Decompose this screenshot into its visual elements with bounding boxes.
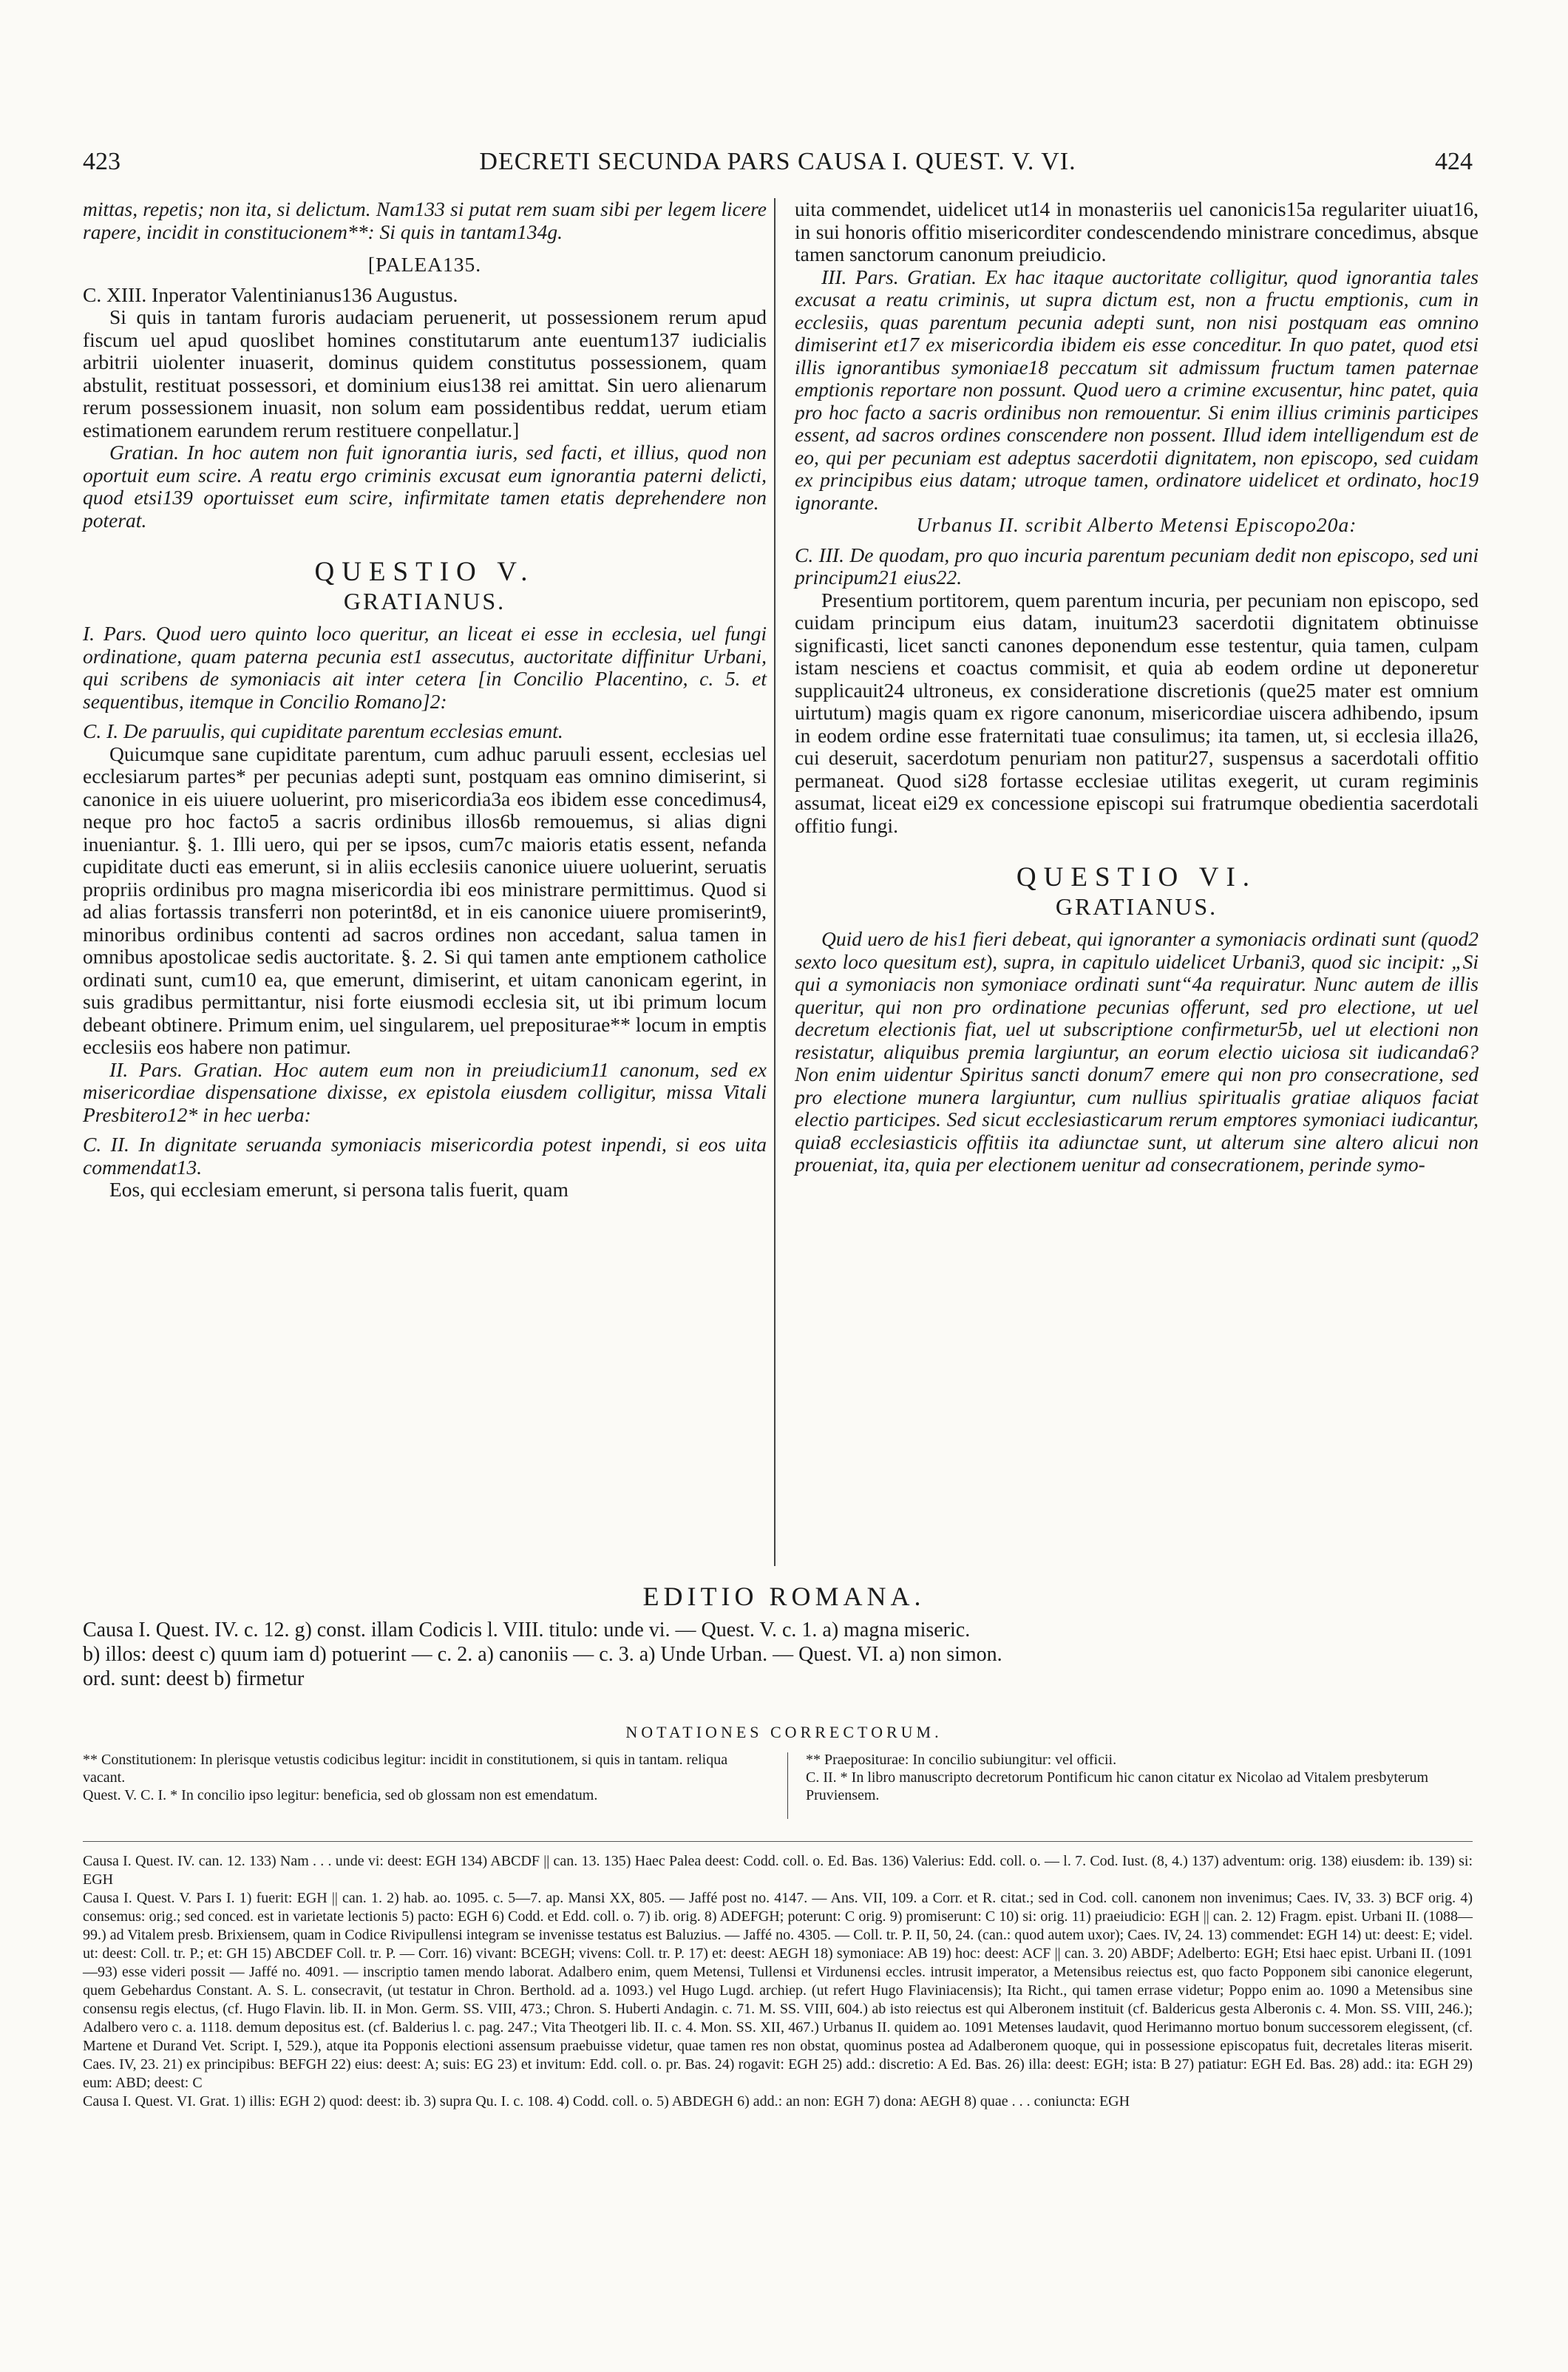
variant-paragraph: Causa I. Quest. V. Pars I. 1) fuerit: EGH || can. 1. 2) hab. ao. 1095. c. 5—7. ap. Mansi XX, 805. — Jaffé post no. 4147. — Ans. VII, 109. a Corr. et R. citat.; sed in Cod. coll. canonem non invenimus; Caes. IV, 33. 3) BCF orig. 4) consemus: orig.; sed conced. est in varietate lectionis 5) pacto: EGH 6) Codd. et Edd. coll. o. 7) ib. orig. 8) ADEFGH; poterunt: C orig. 9) promiserunt: C 10) si: orig. 11) praeiudicio: EGH || can. 2. 12) Fragm. epist. Urbani II. (1088—99.) ad Vitalem presb. Brixiensem, quam in Codice Rivipullensi integram se invenisse testatus est Baluzius. — Jaffé no. 4305. — Coll. tr. P. II, 50, 24. (can.: quod autem uxor); Caes. IV, 24. 13) commendet: EGH 14) ut: deest: E; videl. ut: deest: Coll. tr. P.; et: GH 15) ABCDEF Coll. tr. P. — Corr. 16) vivant: BCEGH; vivens: Coll. tr. P. 17) et: deest: AEGH 18) symoniace: AB 19) hoc: deest: ACF || can. 3. 20) ABDF; Adelberto: EGH; Etsi haec epist. Urbani II. (1091—93) esse videri possit — Jaffé no. 4091. — inscriptio tamen mendo laborat. Adalbero enim, quem Metensi, Tullensi et Virdunensi eccles. intrusit imperator, a Metensibus reiectus est, quo facto Popponem sibi canonice elegerunt, quem Gebehardus Constant. A. S. L. consecravit, (ut testatur in Chron. Berthold. ad a. 1093.) vel Hugo Lugd. archiep. (ut refert Hugo Flaviniacensis); Ita Richt., qui tamen errase videtur; Poppo enim ao. 1090 a Metensibus sine consensu regis electus, (cf. Hugo Flavin. lib. II. in Mon. Germ. SS. VIII, 473.; Chron. S. Huberti Andagin. c. 71. M. SS. VIII, 604.) ab isto reiectus est qui Alberonem instituit (cf. Balderiсus gesta Alberonis c. 4. Mon. SS. VIII, 246.); Adalbero vero c. a. 1118. demum depositus est. (cf. Balderius l. c. pag. 247.; Vita Theotgeri lib. II. c. 4. Mon. SS. XII, 467.) Urbanus II. quidem ao. 1091 Metenses laudavit, quod Herimanno mortuo bonum successorem elegissent, (cf. Martene et Durand Vet. Script. I, 529.), atque ita Popponis electioni assensum praebuisse videtur, quae tamen res non obstat, quominus postea ad Adalberonem quoque, qui in possessione episcopatus fuit, decretales literas miserit. Caes. IV, 23. 21) ex principibus: BEFGH 22) eius: deest: A; suis: EG 23) et invitum: Edd. coll. o. pr. Bas. 24) rogavit: EGH 25) add.: discretio: A Ed. Bas. 26) illa: deest: EGH; ista: B 27) patiatur: EGH Ed. Bas. 28) add.: ita: EGH 29) eum: ABD; deest: C: [83, 1890, 1473, 2091]
editio-romana-title: EDITIO ROMANA.: [642, 1582, 926, 1611]
editio-line: b) illos: deest c) quum iam d) potuerint — c. 2. a) canoniis — c. 3. a) Unde Urban. — Quest. VI. a) non simon.: [83, 1643, 1002, 1666]
chapter-heading: C. I. De paruulis, qui cupiditate parentum ecclesias emunt.: [83, 719, 563, 742]
left-paragraph: I. Pars. Quod uero quinto loco queritur, an liceat ei esse in ecclesia, uel fungi ordinatione, quam paterna pecunia est1 assecutus, auctoritate diffinitur Urbani, qui scribens de symoniacis ait inter cetera [in Concilio Placentino, c. 5. et sequentibus, itemque in Concilio Romano]2:: [83, 622, 767, 713]
notationes-left: [83, 1751, 759, 1804]
variant-paragraph: Causa I. Quest. IV. can. 12. 133) Nam . . . unde vi: deest: EGH 134) ABCDF || can. 13. 135) Haec Palea deest: Codd. coll. o. Ed. Bas. 136) Valerius: Edd. coll. o. — l. 7. Cod. Iust. (8, 4.) 137) adventum: orig. 138) eiusdem: ib. 139) si: EGH: [83, 1853, 1473, 1888]
right-paragraph: Quid uero de his1 fieri debeat, qui ignoranter a symoniacis ordinati sunt (quod2 sexto loco quesitum est), supra, in capitulo uidelicet Urbani3, quod sic incipit: „Si qui a symoniacis non symoniace ordinati sunt“4a requiratur. Nunc autem de illis queritur, qui non pro ordinatione pecunias offerunt, sed pro electione, ut uel decretum electionis fiat, uel ut subscriptione confirmetur5b, uel ut electioni non resistatur, aliquibus premia largiuntur, an eorum electio uiciosa sit iudicanda6? Non enim uidentur Spiritus sancti donum7 emere qui non pro consecratione, sed pro electione munera largiuntur, cum nullius spiritualis gratiae aliquos faciat electio participes. Sed sicut ecclesiasticarum rerum emptores symoniaci iudicantur, quia8 ecclesiasticis offitiis ita adiunctae sunt, ut alterum sine altero alicui non proueniat, ita, quia per electionem uenitur ad consecrationem, perinde symo-: [795, 927, 1479, 1176]
variant-readings: [83, 1852, 1473, 2111]
editio-line: Causa I. Quest. IV. c. 12. g) const. illam Codicis l. VIII. titulo: unde vi. — Quest. V. c. 1. a) magna miseric.: [83, 1619, 971, 1641]
gratianus-heading: GRATIANUS.: [343, 587, 506, 614]
editio-line: ord. sunt: deest b) firmetur: [83, 1667, 305, 1690]
notatio: Quest. V. C. I. * In concilio ipso legitur: beneficia, sed ob glossam non est emendatum.: [83, 1787, 598, 1803]
notatio: C. II. * In libro manuscripto decretorum Pontificum hic canon citatur ex Nicolao ad Vitalem presbyterum Pruviensem.: [806, 1769, 1429, 1803]
page-number-left: 423: [83, 148, 121, 175]
chapter-heading: C. XIII. Inperator Valentinianus136 Augustus.: [83, 282, 458, 306]
running-title: DECRETI SECUNDA PARS CAUSA I. QUEST. V. VI.: [479, 148, 1076, 175]
question-title: QUESTIO V.: [314, 557, 535, 587]
question-title: QUESTIO VI.: [1016, 862, 1258, 892]
gratianus-heading: GRATIANUS.: [1055, 892, 1218, 920]
notatio: ** Praepositurae: In concilio subiungitur: vel officii.: [806, 1752, 1117, 1768]
notationes-divider: [787, 1752, 788, 1819]
right-paragraph: III. Pars. Gratian. Ex hac itaque auctoritate colligitur, quod ignorantia tales excusat a reatu criminis, ut supra dictum est, non a fructu emptionis, cum in ecclesiis, quas parentum pecunia adepti sunt, non nisi postquam eas omnino dimiserint et17 ex misericordia ibidem eis esse conceditur. In quo patet, quod etsi illis ignorantibus symoniae18 peccatum sit admissum fructum tamen paternae emptionis reportare non possunt. Quod uero a crimine excusentur, hinc patet, quia pro hoc facto a sacris ordinibus non remouentur. Si enim illius criminis participes essent, ad sacros ordines conscendere non possent. Illud idem intelligendum est de eo, qui per pecuniam est adeptus sacerdotii dignitatem, non episcopo, sed cuidam ex principibus eius datam; utroque tamen, ordinatore uidelicet et ordinato, hoc19 ignorante.: [795, 265, 1479, 514]
inscription: Urbanus II. scribit Alberto Metensi Episcopo20a:: [916, 513, 1357, 536]
chapter-heading: C. III. De quodam, pro quo incuria parentum pecuniam dedit non episcopo, sed uni principum21 eius22.: [795, 543, 1479, 589]
notationes-title: NOTATIONES CORRECTORUM.: [625, 1723, 943, 1741]
notationes-right: [806, 1751, 1482, 1804]
page-number-right: 424: [1435, 148, 1473, 175]
right-paragraph: uita commendet, uidelicet ut14 in monasteriis uel canonicis15a regulariter uiuat16, in sui honoris offitio misericorditer condescendendo ministrare concedimus, absque tamen sanctorum canonum preiudicio.: [795, 197, 1479, 265]
variant-paragraph: Causa I. Quest. VI. Grat. 1) illis: EGH 2) quod: deest: ib. 3) supra Qu. I. c. 108. 4) Codd. coll. o. 5) ABDEGH 6) add.: an non: EGH 7) dona: AEGH 8) quae . . . coniuncta: EGH: [83, 2093, 1130, 2110]
left-paragraph: II. Pars. Gratian. Hoc autem eum non in preiudicium11 canonum, sed ex misericordiae dispensatione dixisse, ex epistola eiusdem colligitur, missa Vitali Presbitero12* in hec uerba:: [83, 1057, 767, 1126]
right-paragraph: Presentium portitorem, quem parentum incuria, per pecuniam non episcopo, sed cuidam principum eius datam, inuitum23 sacerdotii dignitatem obtinuisse significasti, licet sancti canones deponendum esse testentur, quia tamen, culpam istam nesciens et coactus commisit, et quia ab eodem ordine ut deponeretur supplicauit24 ultroneus, ex consideratione discretionis (que25 mater est omnium uirtutum) magis quam ex rigore canonum, misericordiae uiscera adhibendo, ipsum in eodem ordine esse fraternitati tuae consulimus; ita tamen, ut, si ecclesia illa26, cui deseruit, sacerdotum penuriam non patitur27, suspensus a sacerdotali offitio permaneat. Quod si28 fortasse ecclesiae utilitas exegerit, ut curam regiminis assumat, liceat ei29 ex concessione episcopi sui fratrumque obedientia sacerdotali offitio fungi.: [795, 588, 1479, 837]
column-divider: [774, 198, 775, 1566]
palea-heading: [PALEA135.: [367, 253, 482, 276]
left-paragraph: Gratian. In hoc autem non fuit ignorantia iuris, sed facti, et illius, quod non oportuit eum scire. A reatu ergo criminis excusat eum ignorantia paterni delicti, quod etsi139 oportuisset eum scire, infirmitate tamen etatis deprehendere non poterat.: [83, 441, 767, 532]
left-paragraph: mittas, repetis; non ita, si delictum. Nam133 si putat rem suam sibi per legem licere rapere, incidit in constitucionem**: Si quis in tantam134g.: [83, 197, 767, 243]
left-paragraph: Si quis in tantam furoris audaciam peruenerit, ut possessionem rerum apud fiscum uel apud quoslibet homines constitutarum ante euentum137 iudicialis arbitrii uiolenter inuaserit, dominus quidem constitutus possessionem, quam abstulit, restituat possessori, et dominium eius138 rei amittat. Sin uero alienarum rerum possessionem inuasit, non solum eam possidentibus reddat, uerum etiam estimationem earundem rerum restituere conpellatur.]: [83, 305, 767, 441]
left-paragraph: Eos, qui ecclesiam emerunt, si persona talis fuerit, quam: [109, 1178, 569, 1201]
page-header: [83, 148, 1473, 185]
notatio: ** Constitutionem: In plerisque vetustis codicibus legitur: incidit in constitutionem, si quis in tantam. reliqua vacant.: [83, 1752, 728, 1786]
left-paragraph: Quicumque sane cupiditate parentum, cum adhuc paruuli essent, ecclesias uel ecclesiarum partes* per pecunias adepti sunt, postquam eas omnino dimiserint, si canonice in eis uiuere uoluerint, pro misericordia3a eos ibidem esse concedimus4, neque pro hoc facto5 a sacris ordinibus illos6b remouemus, si alias digni inueniantur. §. 1. Illi uero, qui per se ipsos, cum7c maioris etatis essent, nefanda cupiditate ducti eas emerunt, si in aliis ecclesiis canonice uiuere uoluerint, seruatis propriis ordinibus pro magna misericordia ibi eos ministrare permittimus. Quod si ad alias fortassis transferri non poterint8d, et in eis canonice uiuere promiserint9, minoribus ordinibus contenti ad sacros ordines non accedant, salua tamen in omnibus apostolicae sedis auctoritate. §. 2. Si qui tamen ante emptionem catholice ordinati sunt, cum10 ea, que emerunt, dimiserint, et uitam canonicam egerint, in suis gradibus permittantur, nisi forte eiusmodi ecclesia sit, ut ibi primum locum debeant obtinere. Primum enim, uel singularem, uel prepositurae** locum in emptis ecclesiis eos habere non patimur.: [83, 742, 767, 1058]
editio-romana-notes: [83, 1618, 1473, 1691]
left-column: [83, 198, 767, 1202]
apparatus-rule: [83, 1841, 1473, 1842]
chapter-heading: C. II. In dignitate seruanda symoniacis misericordia potest inpendi, si eos uita commendat13.: [83, 1133, 767, 1179]
right-column: [795, 198, 1479, 1176]
